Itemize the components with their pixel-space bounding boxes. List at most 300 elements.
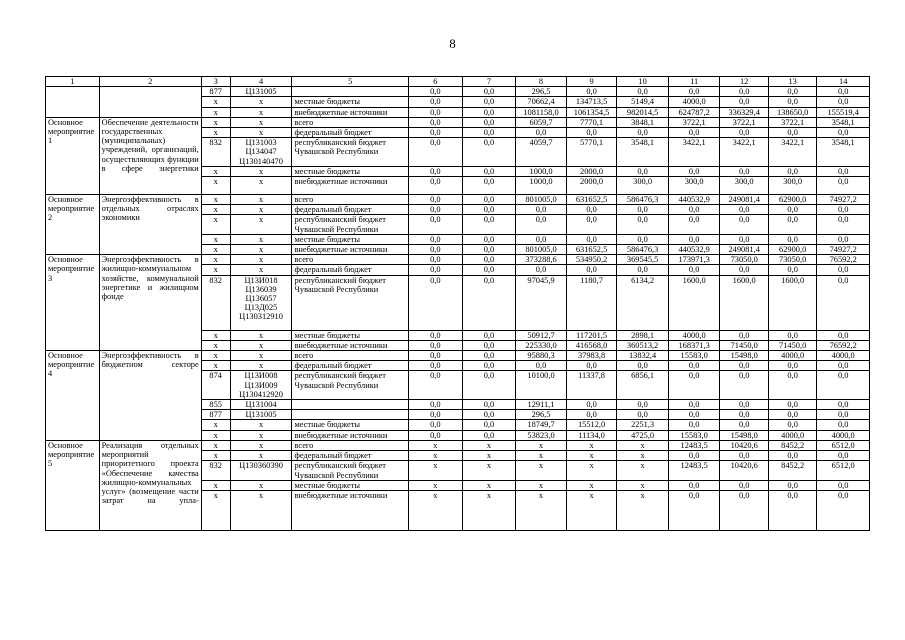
col-14-cell: 76592,2 (817, 255, 870, 265)
col-10-cell: 982014,5 (617, 107, 669, 117)
table-row (46, 117, 870, 127)
col-10-cell: х (617, 440, 669, 450)
col-11-cell: 4000,0 (668, 330, 720, 340)
col-10-cell: 586476,3 (617, 245, 669, 255)
col-3-cell: х (201, 107, 230, 117)
col-10-cell: 5149,4 (617, 97, 669, 107)
col-11-cell: 173971,3 (668, 255, 720, 265)
col-13-cell: 0,0 (768, 215, 816, 234)
col-4-cell: х (230, 440, 292, 450)
col-6-cell: 0,0 (409, 215, 463, 234)
col-3-cell: х (201, 361, 230, 371)
col-11-cell: 440532,9 (668, 245, 720, 255)
col-12-cell: 0,0 (720, 410, 768, 420)
col-9-cell: 37983,8 (566, 351, 617, 361)
table-row (46, 255, 870, 265)
col-3-cell: 874 (201, 371, 230, 400)
col-8-cell: 70662,4 (516, 97, 567, 107)
col-1-cell: Основное мероприятие 3 (46, 255, 100, 351)
col-12-cell: 0,0 (720, 480, 768, 490)
col-13-cell: 3422,1 (768, 138, 816, 167)
col-10-cell: 0,0 (617, 400, 669, 410)
col-13-cell: 0,0 (768, 234, 816, 244)
col-6-cell: 0,0 (409, 245, 463, 255)
col-4-cell: х (230, 166, 292, 176)
col-11-cell: 12483,5 (668, 461, 720, 480)
col-11-cell: 0,0 (668, 166, 720, 176)
col-6-cell: 0,0 (409, 361, 463, 371)
col-11-cell: 0,0 (668, 451, 720, 461)
col-3-cell: х (201, 117, 230, 127)
col-11-cell: 624787,2 (668, 107, 720, 117)
col-5-cell: федеральный бюджет (292, 451, 409, 461)
col-13-cell: 71450,0 (768, 340, 816, 350)
col-6-cell: 0,0 (409, 410, 463, 420)
col-3-cell: х (201, 255, 230, 265)
col-5-cell: всего (292, 255, 409, 265)
col-9-cell: 0,0 (566, 205, 617, 215)
col-2-cell: Энергоэффективность в бюджетном секторе (99, 351, 201, 441)
col-10-cell: 300,0 (617, 177, 669, 195)
col-12-cell: 0,0 (720, 265, 768, 275)
col-11-cell: 0,0 (668, 361, 720, 371)
col-5-cell: местные бюджеты (292, 166, 409, 176)
col-14-cell: 0,0 (817, 420, 870, 430)
col-5-cell: местные бюджеты (292, 97, 409, 107)
col-8-cell: 4059,7 (516, 138, 567, 167)
col-3-cell: х (201, 440, 230, 450)
col-13-cell: 1600,0 (768, 275, 816, 330)
col-9-cell: 631652,5 (566, 245, 617, 255)
col-6-cell: х (409, 480, 463, 490)
col-11-cell: 0,0 (668, 371, 720, 400)
col-8-cell: 12911,1 (516, 400, 567, 410)
col-10-cell: 6856,1 (617, 371, 669, 400)
col-14-cell: 0,0 (817, 490, 870, 530)
col-2-cell: Энергоэффективность в отдельных отраслях экономики (99, 195, 201, 255)
col-3-cell: х (201, 245, 230, 255)
col-7-cell: 0,0 (462, 97, 516, 107)
col-10-cell: х (617, 480, 669, 490)
col-9-cell: х (566, 480, 617, 490)
col-8-cell: х (516, 440, 567, 450)
header-cell-8: 8 (516, 77, 567, 87)
col-6-cell: 0,0 (409, 340, 463, 350)
col-13-cell: 0,0 (768, 265, 816, 275)
col-4-cell: х (230, 480, 292, 490)
col-3-cell: х (201, 234, 230, 244)
table-row (46, 87, 870, 97)
col-2-cell (99, 87, 201, 118)
col-5-cell: всего (292, 351, 409, 361)
col-5-cell: местные бюджеты (292, 420, 409, 430)
col-11-cell: 0,0 (668, 215, 720, 234)
col-8-cell: 225330,0 (516, 340, 567, 350)
col-3-cell: 832 (201, 461, 230, 480)
col-8-cell: 97045,9 (516, 275, 567, 330)
col-11-cell: 4000,0 (668, 97, 720, 107)
col-12-cell: 15498,0 (720, 430, 768, 440)
col-8-cell: 1000,0 (516, 166, 567, 176)
col-9-cell: 15512,0 (566, 420, 617, 430)
col-9-cell: х (566, 451, 617, 461)
col-6-cell: х (409, 461, 463, 480)
col-14-cell: 0,0 (817, 330, 870, 340)
col-5-cell (292, 410, 409, 420)
col-7-cell: 0,0 (462, 330, 516, 340)
col-8-cell: 0,0 (516, 215, 567, 234)
col-7-cell: 0,0 (462, 351, 516, 361)
col-6-cell: 0,0 (409, 107, 463, 117)
col-13-cell: 8452,2 (768, 461, 816, 480)
col-12-cell: 0,0 (720, 87, 768, 97)
col-5-cell: внебюджетные источники (292, 245, 409, 255)
col-13-cell: 0,0 (768, 205, 816, 215)
col-3-cell: х (201, 97, 230, 107)
col-10-cell: 360513,2 (617, 340, 669, 350)
col-4-cell: х (230, 361, 292, 371)
col-9-cell: 134713,5 (566, 97, 617, 107)
col-14-cell: 3548,1 (817, 138, 870, 167)
header-cell-2: 2 (99, 77, 201, 87)
col-7-cell: 0,0 (462, 255, 516, 265)
col-9-cell: 416568,0 (566, 340, 617, 350)
col-9-cell: х (566, 440, 617, 450)
col-10-cell: х (617, 490, 669, 530)
header-cell-6: 6 (409, 77, 463, 87)
col-7-cell: 0,0 (462, 166, 516, 176)
col-1-cell: Основное мероприятие 2 (46, 195, 100, 255)
col-12-cell: 249081,4 (720, 195, 768, 205)
col-11-cell: 0,0 (668, 205, 720, 215)
col-13-cell: 0,0 (768, 128, 816, 138)
col-6-cell: 0,0 (409, 87, 463, 97)
col-9-cell: 0,0 (566, 361, 617, 371)
col-5-cell: внебюджетные источники (292, 430, 409, 440)
col-12-cell: 15498,0 (720, 351, 768, 361)
col-6-cell: 0,0 (409, 265, 463, 275)
col-5-cell: внебюджетные источники (292, 490, 409, 530)
col-5-cell: внебюджетные источники (292, 177, 409, 195)
col-9-cell: 534950,2 (566, 255, 617, 265)
col-10-cell: 0,0 (617, 87, 669, 97)
col-7-cell: 0,0 (462, 128, 516, 138)
col-5-cell (292, 400, 409, 410)
table-header-row (46, 77, 870, 87)
col-7-cell: 0,0 (462, 340, 516, 350)
col-10-cell: 6134,2 (617, 275, 669, 330)
header-cell-11: 11 (668, 77, 720, 87)
table-row (46, 195, 870, 205)
col-5-cell: всего (292, 195, 409, 205)
col-8-cell: 373288,6 (516, 255, 567, 265)
col-4-cell: х (230, 255, 292, 265)
col-3-cell: 832 (201, 138, 230, 167)
col-3-cell: х (201, 166, 230, 176)
col-9-cell: 0,0 (566, 87, 617, 97)
col-9-cell: 11134,0 (566, 430, 617, 440)
col-5-cell: местные бюджеты (292, 330, 409, 340)
col-5-cell (292, 87, 409, 97)
col-12-cell: 71450,0 (720, 340, 768, 350)
col-4-cell: Ц13И018 Ц136039 Ц136057 Ц13Д025 Ц130312910 (230, 275, 292, 330)
col-4-cell: х (230, 195, 292, 205)
col-4-cell: х (230, 265, 292, 275)
col-10-cell: 0,0 (617, 234, 669, 244)
col-14-cell: 0,0 (817, 361, 870, 371)
col-13-cell: 0,0 (768, 87, 816, 97)
col-8-cell: 1081158,0 (516, 107, 567, 117)
col-1-cell: Основное мероприятие 1 (46, 117, 100, 194)
col-13-cell: 0,0 (768, 420, 816, 430)
col-6-cell: 0,0 (409, 255, 463, 265)
col-14-cell: 3548,1 (817, 117, 870, 127)
col-9-cell: 0,0 (566, 128, 617, 138)
col-4-cell: х (230, 215, 292, 234)
col-13-cell: 4000,0 (768, 430, 816, 440)
col-4-cell: х (230, 340, 292, 350)
col-12-cell: 336329,4 (720, 107, 768, 117)
col-8-cell: 53823,0 (516, 430, 567, 440)
col-6-cell: 0,0 (409, 430, 463, 440)
col-3-cell: х (201, 177, 230, 195)
col-11-cell: 0,0 (668, 87, 720, 97)
col-2-cell: Обеспечение деятельности государственных (муниципальных) учреждений, организаций, осуществляющих функции в сфере энергетики (99, 117, 201, 194)
header-cell-10: 10 (617, 77, 669, 87)
col-14-cell: 74927,2 (817, 245, 870, 255)
col-14-cell: 0,0 (817, 410, 870, 420)
col-7-cell: 0,0 (462, 117, 516, 127)
col-6-cell: 0,0 (409, 117, 463, 127)
col-3-cell: 832 (201, 275, 230, 330)
col-12-cell: 73050,0 (720, 255, 768, 265)
col-11-cell: 168371,3 (668, 340, 720, 350)
col-14-cell: 0,0 (817, 97, 870, 107)
col-13-cell: 62900,0 (768, 195, 816, 205)
header-cell-5: 5 (292, 77, 409, 87)
col-8-cell: 6059,7 (516, 117, 567, 127)
col-2-cell: Энергоэффективность в жилищно-коммунальном хозяйстве, коммунальной энергетике и жилищном фонде (99, 255, 201, 351)
col-9-cell: х (566, 490, 617, 530)
col-13-cell: 0,0 (768, 490, 816, 530)
col-8-cell: 801005,0 (516, 245, 567, 255)
col-13-cell: 0,0 (768, 410, 816, 420)
col-4-cell: Ц131004 (230, 400, 292, 410)
col-14-cell: 0,0 (817, 128, 870, 138)
col-11-cell: 0,0 (668, 490, 720, 530)
col-7-cell: 0,0 (462, 195, 516, 205)
col-10-cell: 369545,5 (617, 255, 669, 265)
col-6-cell: 0,0 (409, 351, 463, 361)
col-13-cell: 300,0 (768, 177, 816, 195)
col-1-cell (46, 87, 100, 118)
col-4-cell: х (230, 234, 292, 244)
col-4-cell: Ц13И008 Ц13И009 Ц130412920 (230, 371, 292, 400)
col-13-cell: 0,0 (768, 361, 816, 371)
col-4-cell: х (230, 97, 292, 107)
col-13-cell: 0,0 (768, 400, 816, 410)
col-4-cell: х (230, 245, 292, 255)
header-cell-12: 12 (720, 77, 768, 87)
col-7-cell: х (462, 480, 516, 490)
col-12-cell: 0,0 (720, 400, 768, 410)
col-14-cell: 0,0 (817, 205, 870, 215)
col-7-cell: х (462, 440, 516, 450)
col-9-cell: 7770,1 (566, 117, 617, 127)
col-9-cell: 0,0 (566, 265, 617, 275)
col-7-cell: 0,0 (462, 371, 516, 400)
col-11-cell: 3722,1 (668, 117, 720, 127)
col-9-cell: 117201,5 (566, 330, 617, 340)
col-4-cell: х (230, 330, 292, 340)
header-cell-9: 9 (566, 77, 617, 87)
col-12-cell: 10420,6 (720, 461, 768, 480)
col-13-cell: 0,0 (768, 451, 816, 461)
col-14-cell: 0,0 (817, 265, 870, 275)
col-11-cell: 0,0 (668, 265, 720, 275)
col-3-cell: х (201, 330, 230, 340)
col-9-cell: 0,0 (566, 410, 617, 420)
header-cell-3: 3 (201, 77, 230, 87)
col-14-cell: 0,0 (817, 234, 870, 244)
col-4-cell: х (230, 430, 292, 440)
col-12-cell: 0,0 (720, 420, 768, 430)
col-7-cell: 0,0 (462, 265, 516, 275)
col-14-cell: 6512,0 (817, 440, 870, 450)
col-10-cell: 586476,3 (617, 195, 669, 205)
col-9-cell: 631652,5 (566, 195, 617, 205)
col-13-cell: 4000,0 (768, 351, 816, 361)
col-6-cell: х (409, 451, 463, 461)
col-6-cell: 0,0 (409, 166, 463, 176)
col-7-cell: 0,0 (462, 275, 516, 330)
col-6-cell: 0,0 (409, 275, 463, 330)
table-row (46, 351, 870, 361)
col-12-cell: 10420,6 (720, 440, 768, 450)
header-cell-7: 7 (462, 77, 516, 87)
col-4-cell: х (230, 351, 292, 361)
col-11-cell: 15583,0 (668, 351, 720, 361)
col-5-cell: федеральный бюджет (292, 205, 409, 215)
col-13-cell: 0,0 (768, 480, 816, 490)
col-10-cell: 3548,1 (617, 138, 669, 167)
col-7-cell: 0,0 (462, 205, 516, 215)
col-7-cell: 0,0 (462, 361, 516, 371)
col-5-cell: местные бюджеты (292, 480, 409, 490)
col-5-cell: федеральный бюджет (292, 128, 409, 138)
col-5-cell: республиканский бюджет Чувашской Республики (292, 215, 409, 234)
col-2-cell: Реализация отдельных мероприятий приоритетного проекта «Обеспечение качества жилищно-коммунальных услуг» (возмещение части затрат на упла- (99, 440, 201, 530)
col-13-cell: 3722,1 (768, 117, 816, 127)
col-11-cell: 1600,0 (668, 275, 720, 330)
col-3-cell: х (201, 451, 230, 461)
col-5-cell: внебюджетные источники (292, 340, 409, 350)
col-11-cell: 0,0 (668, 400, 720, 410)
col-6-cell: х (409, 490, 463, 530)
col-3-cell: 877 (201, 87, 230, 97)
col-13-cell: 138650,0 (768, 107, 816, 117)
col-8-cell: 18749,7 (516, 420, 567, 430)
col-12-cell: 0,0 (720, 166, 768, 176)
col-8-cell: 95880,3 (516, 351, 567, 361)
col-14-cell: 0,0 (817, 371, 870, 400)
col-13-cell: 62900,0 (768, 245, 816, 255)
budget-table (45, 76, 870, 531)
col-10-cell: 13832,4 (617, 351, 669, 361)
col-8-cell: 801005,0 (516, 195, 567, 205)
col-12-cell: 300,0 (720, 177, 768, 195)
col-6-cell: 0,0 (409, 205, 463, 215)
col-3-cell: х (201, 351, 230, 361)
col-12-cell: 0,0 (720, 205, 768, 215)
col-3-cell: х (201, 480, 230, 490)
col-12-cell: 3422,1 (720, 138, 768, 167)
col-6-cell: 0,0 (409, 371, 463, 400)
col-11-cell: 0,0 (668, 234, 720, 244)
col-8-cell: 50912,7 (516, 330, 567, 340)
col-6-cell: 0,0 (409, 195, 463, 205)
col-12-cell: 0,0 (720, 234, 768, 244)
col-3-cell: х (201, 340, 230, 350)
col-3-cell: х (201, 430, 230, 440)
col-8-cell: х (516, 480, 567, 490)
col-6-cell: 0,0 (409, 400, 463, 410)
col-4-cell: Ц131005 (230, 410, 292, 420)
col-12-cell: 0,0 (720, 97, 768, 107)
col-8-cell: 0,0 (516, 128, 567, 138)
col-13-cell: 0,0 (768, 97, 816, 107)
col-12-cell: 3722,1 (720, 117, 768, 127)
col-10-cell: х (617, 461, 669, 480)
col-14-cell: 4000,0 (817, 351, 870, 361)
col-6-cell: 0,0 (409, 128, 463, 138)
col-11-cell: 15583,0 (668, 430, 720, 440)
col-8-cell: х (516, 451, 567, 461)
col-10-cell: 0,0 (617, 410, 669, 420)
col-13-cell: 0,0 (768, 371, 816, 400)
col-9-cell: 2000,0 (566, 166, 617, 176)
col-14-cell: 0,0 (817, 451, 870, 461)
col-5-cell: всего (292, 440, 409, 450)
col-7-cell: х (462, 461, 516, 480)
col-4-cell: х (230, 205, 292, 215)
col-7-cell: 0,0 (462, 87, 516, 97)
col-7-cell: х (462, 451, 516, 461)
col-10-cell: х (617, 451, 669, 461)
col-4-cell: х (230, 177, 292, 195)
col-4-cell: х (230, 451, 292, 461)
col-3-cell: х (201, 490, 230, 530)
col-3-cell: х (201, 128, 230, 138)
col-10-cell: 0,0 (617, 166, 669, 176)
col-8-cell: 0,0 (516, 205, 567, 215)
col-8-cell: х (516, 490, 567, 530)
col-3-cell: 877 (201, 410, 230, 420)
col-4-cell: х (230, 420, 292, 430)
col-10-cell: 2898,1 (617, 330, 669, 340)
col-14-cell: 0,0 (817, 87, 870, 97)
col-10-cell: 0,0 (617, 215, 669, 234)
col-7-cell: 0,0 (462, 245, 516, 255)
col-7-cell: 0,0 (462, 215, 516, 234)
col-14-cell: 6512,0 (817, 461, 870, 480)
col-9-cell: 0,0 (566, 400, 617, 410)
col-1-cell: Основное мероприятие 4 (46, 351, 100, 441)
col-3-cell: х (201, 215, 230, 234)
col-7-cell: 0,0 (462, 234, 516, 244)
col-13-cell: 0,0 (768, 166, 816, 176)
col-7-cell: 0,0 (462, 107, 516, 117)
